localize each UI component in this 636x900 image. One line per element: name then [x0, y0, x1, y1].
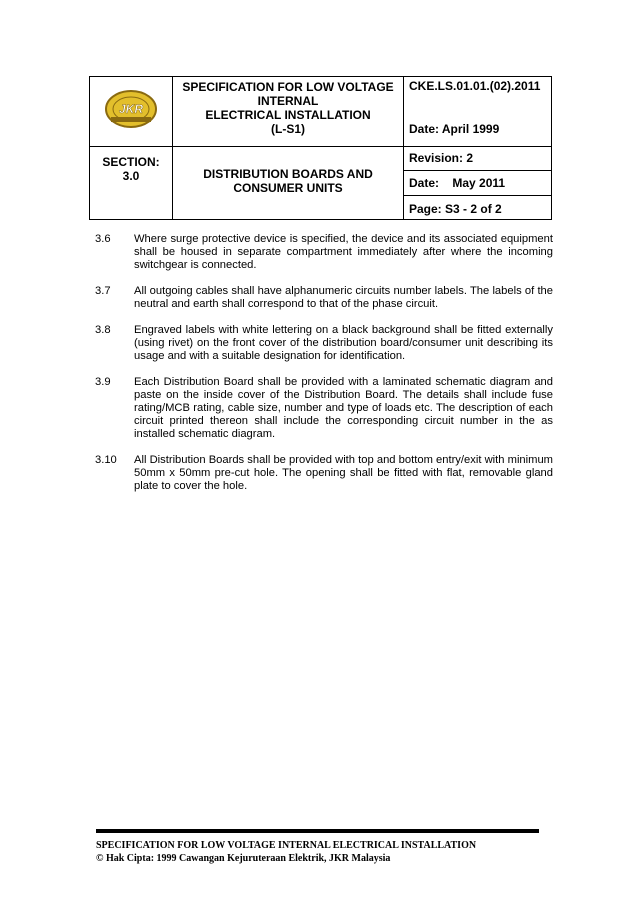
spec-title-line: (L-S1) — [271, 122, 305, 136]
doc-info-cell — [404, 77, 552, 147]
clause-item — [95, 454, 553, 493]
clause-item — [95, 376, 553, 441]
section-title-cell — [173, 147, 404, 220]
clause-text: All outgoing cables shall have alphanumeric circuits number labels. The labels of the neutral and earth shall correspond to that of the phase circuit. — [134, 285, 553, 310]
clause-text: Engraved labels with white lettering on a black background shall be fitted externally (using rivet) on the front cover of the distribution board/consumer unit describing its usage and with a suitable designation for identification. — [134, 324, 553, 362]
clause-text: Where surge protective device is specified, the device and its associated equipment shall be housed in separate compartment immediately after where the incoming switchgear is connected. — [134, 233, 553, 271]
section-label: SECTION: — [102, 155, 160, 169]
clause-text: All Distribution Boards shall be provided with top and bottom entry/exit with minimum 50mm x 50mm pre-cut hole. The opening shall be fitted with flat, removable gland plate to cover the hole. — [134, 454, 553, 492]
clause-number: 3.10 — [95, 454, 117, 466]
section-number: 3.0 — [122, 169, 140, 183]
clause-item — [95, 324, 553, 363]
spec-title-line: SPECIFICATION FOR LOW VOLTAGE — [182, 80, 394, 94]
section-title-line: DISTRIBUTION BOARDS AND — [203, 167, 373, 181]
issue-date: Date: April 1999 — [409, 122, 500, 136]
revision: Revision: 2 — [404, 147, 551, 171]
document-header-table — [89, 76, 552, 220]
doc-code: CKE.LS.01.01.(02).2011 — [409, 79, 541, 93]
revision-date-value: May 2011 — [452, 176, 506, 190]
revision-cell — [404, 147, 552, 220]
page-footer — [96, 839, 476, 865]
clause-item — [95, 233, 553, 272]
spec-title-cell — [173, 77, 404, 147]
footer-title: SPECIFICATION FOR LOW VOLTAGE INTERNAL ELECTRICAL INSTALLATION — [96, 840, 477, 851]
spec-title-line: ELECTRICAL INSTALLATION — [205, 108, 371, 122]
page-number: Page: S3 - 2 of 2 — [409, 202, 502, 216]
clause-number: 3.6 — [95, 233, 111, 245]
section-cell — [90, 147, 173, 220]
clause-list — [95, 233, 553, 506]
footer-copyright: © Hak Cipta: 1999 Cawangan Kejuruteraan Elektrik, JKR Malaysia — [96, 853, 391, 864]
logo-cell — [90, 77, 173, 147]
section-title-line: CONSUMER UNITS — [233, 181, 343, 195]
spec-title-line: INTERNAL — [257, 94, 319, 108]
revision-date-label: Date: — [409, 176, 440, 190]
clause-number: 3.9 — [95, 376, 111, 388]
jkr-logo-icon — [101, 87, 161, 131]
footer-rule — [96, 829, 539, 833]
clause-number: 3.8 — [95, 324, 111, 336]
logo-text: JKR — [118, 102, 144, 116]
clause-number: 3.7 — [95, 285, 111, 297]
revision-date — [404, 171, 551, 196]
clause-text: Each Distribution Board shall be provided with a laminated schematic diagram and paste on the inside cover of the Distribution Board. The details shall include fuse rating/MCB rating, cable size, number and type of loads etc. The description of each circuit printed thereon shall include the corresponding circuit number in the as installed schematic diagram. — [134, 376, 553, 440]
clause-item — [95, 285, 553, 311]
